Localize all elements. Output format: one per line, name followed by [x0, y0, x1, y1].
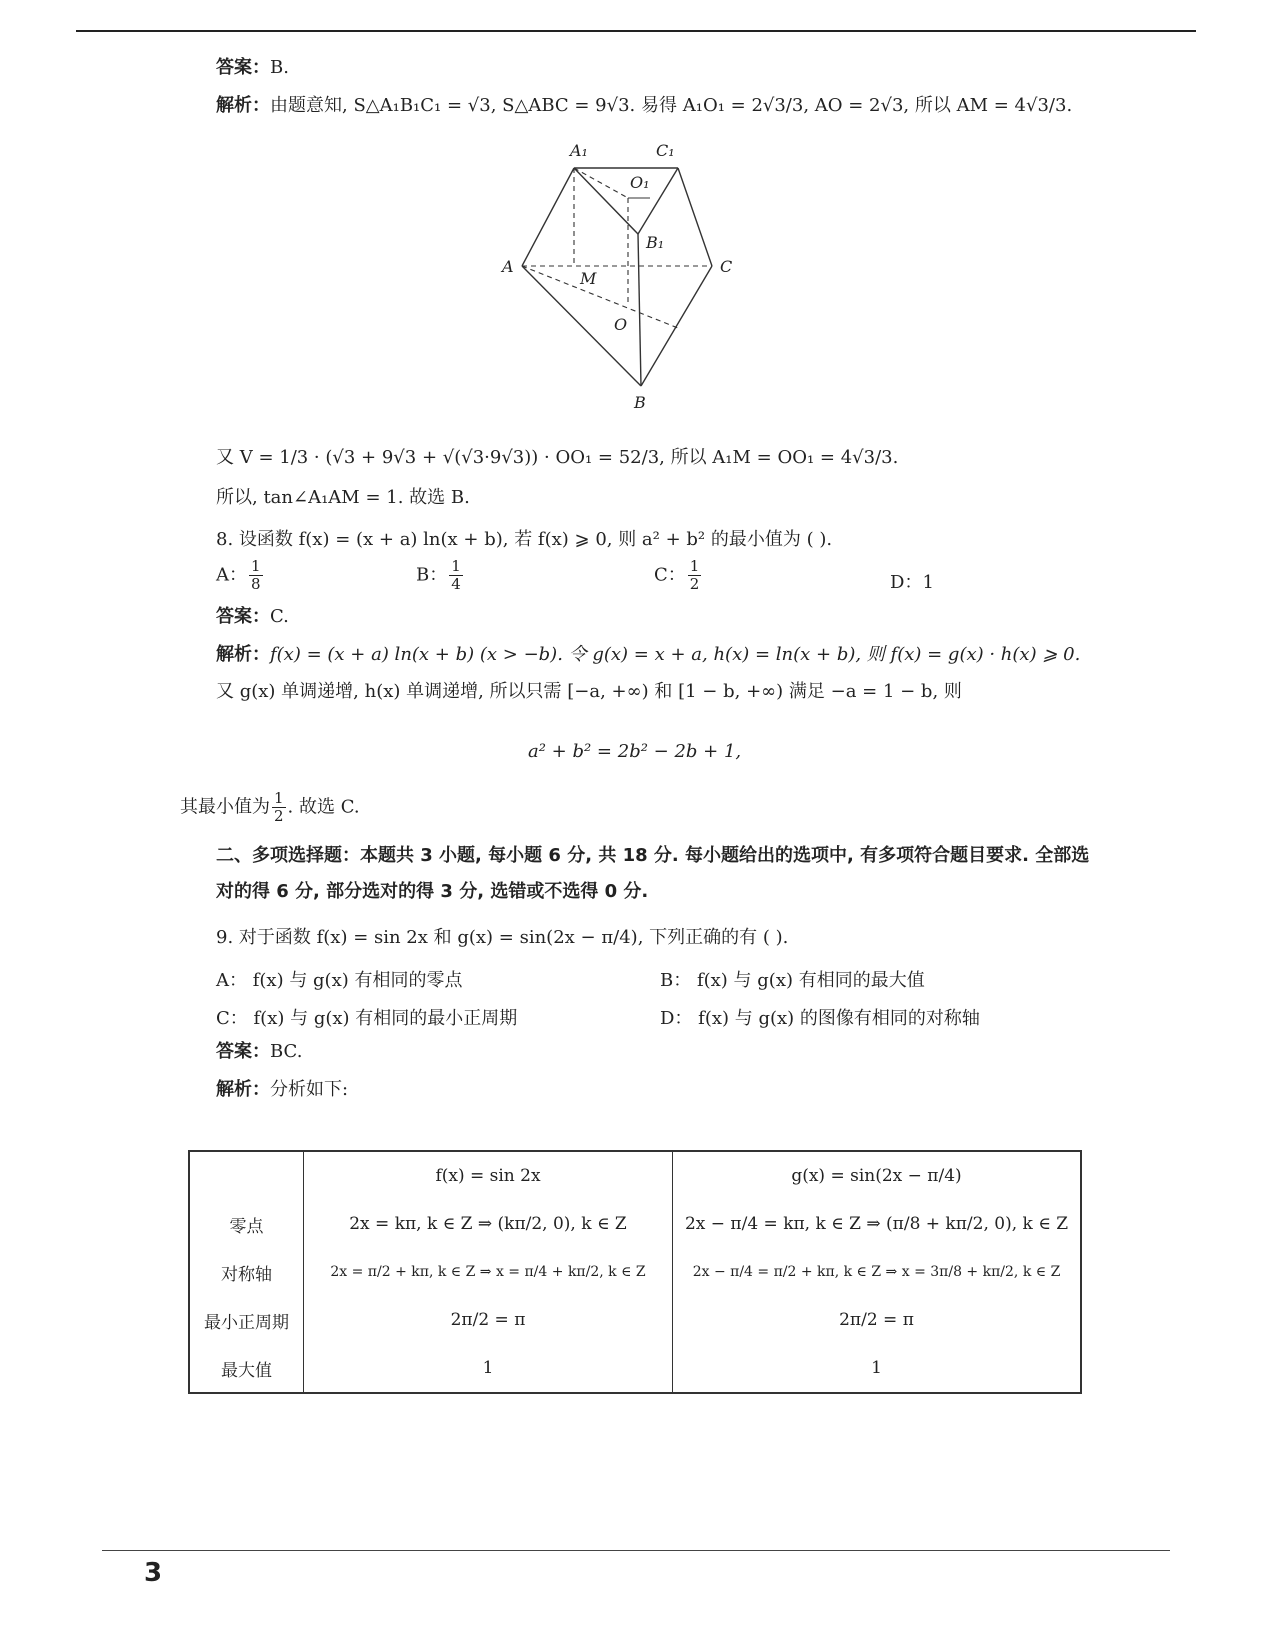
- edge-a1a: [522, 168, 574, 266]
- q8-question: 8. 设函数 f(x) = (x + a) ln(x + b), 若 f(x) ⩾ 0, 则 a² + b² 的最小值为 ( ).: [216, 529, 833, 550]
- bottom-rule: [102, 1550, 1170, 1551]
- analysis-table: [188, 1150, 1082, 1394]
- table-row: [189, 1296, 1081, 1344]
- page-number: 3: [144, 1558, 163, 1588]
- table-cell: 1: [673, 1344, 1082, 1393]
- table-cell: 对称轴: [189, 1248, 304, 1296]
- table-cell: 最大值: [189, 1344, 304, 1393]
- q7-conclusion: 所以, tan∠A₁AM = 1. 故选 B.: [216, 487, 470, 508]
- table-row: [189, 1248, 1081, 1296]
- frac-1-8: $\frac{1}{8}$: [251, 557, 261, 593]
- label-c: C: [720, 257, 733, 276]
- table-header-cell: f(x) = sin 2x: [304, 1151, 673, 1200]
- q8-option-c: C： $\frac{1}{2}$: [654, 557, 700, 593]
- q9-option-b: B： f(x) 与 g(x) 有相同的最大值: [660, 970, 925, 991]
- table-header-cell: [189, 1151, 304, 1200]
- line-ao: [522, 266, 678, 328]
- q7-answer: 答案：B.: [216, 57, 289, 78]
- q8-option-d: D：1: [890, 572, 934, 593]
- q8-analysis: 解析：f(x) = (x + a) ln(x + b) (x > −b). 令 g(x) = x + a, h(x) = ln(x + b), 则 f(x) = g(x) · h(x) ⩾ 0.: [216, 644, 1081, 665]
- table-cell: 2π/2 = π: [673, 1296, 1082, 1344]
- table-cell: 2π/2 = π: [304, 1296, 673, 1344]
- q8-analysis-2: 又 g(x) 单调递增, h(x) 单调递增, 所以只需 [−a, +∞) 和 [1 − b, +∞) 满足 −a = 1 − b, 则: [216, 681, 962, 702]
- label-b: B: [634, 393, 646, 412]
- q7-analysis: 解析：由题意知, S△A₁B₁C₁ = √3, S△ABC = 9√3. 易得 A₁O₁ = 2√3/3, AO = 2√3, 所以 AM = 4√3/3.: [216, 95, 1073, 116]
- table-cell: 2x = kπ, k ∈ Z ⇒ (kπ/2, 0), k ∈ Z: [304, 1200, 673, 1248]
- q7-volume: 又 V = 1/3 · (√3 + 9√3 + √(√3·9√3)) · OO₁ = 52/3, 所以 A₁M = OO₁ = 4√3/3.: [216, 447, 899, 468]
- q9-option-a: A： f(x) 与 g(x) 有相同的零点: [216, 970, 463, 991]
- edge-cb: [641, 266, 712, 386]
- frac-1-2: $\frac{1}{2}$: [689, 557, 700, 593]
- label-o1: O₁: [630, 173, 650, 192]
- q8-conclusion: 其最小值为 $\frac{1}{2}$ . 故选 C.: [180, 789, 360, 825]
- table-header-cell: g(x) = sin(2x − π/4): [673, 1151, 1082, 1200]
- table-cell: 2x − π/4 = kπ, k ∈ Z ⇒ (π/8 + kπ/2, 0), k ∈ Z: [673, 1200, 1082, 1248]
- q9-question: 9. 对于函数 f(x) = sin 2x 和 g(x) = sin(2x − π/4), 下列正确的有 ( ).: [216, 927, 789, 948]
- label-a1: A₁: [570, 141, 588, 160]
- q9-analysis: 解析：分析如下:: [216, 1079, 349, 1100]
- table-cell: 2x = π/2 + kπ, k ∈ Z ⇒ x = π/4 + kπ/2, k ∈ Z: [304, 1248, 673, 1296]
- label-m: M: [580, 269, 597, 288]
- q9-option-c: C： f(x) 与 g(x) 有相同的最小正周期: [216, 1008, 518, 1029]
- label-b1: B₁: [646, 233, 665, 252]
- table-cell: 零点: [189, 1200, 304, 1248]
- q8-option-b: B： $\frac{1}{4}$: [416, 557, 461, 593]
- q8-option-a: A： $\frac{1}{8}$: [216, 557, 261, 593]
- section2-line2: 对的得 6 分, 部分选对的得 3 分, 选错或不选得 0 分.: [216, 881, 649, 902]
- q9-option-d: D： f(x) 与 g(x) 的图像有相同的对称轴: [660, 1008, 980, 1029]
- frustum-figure: [500, 138, 750, 418]
- q8-answer: 答案：C.: [216, 606, 289, 627]
- table-cell: 2x − π/4 = π/2 + kπ, k ∈ Z ⇒ x = 3π/8 + kπ/2, k ∈ Z: [673, 1248, 1082, 1296]
- label-o: O: [614, 315, 628, 334]
- line-a1o1: [574, 168, 628, 198]
- label-c1: C₁: [656, 141, 675, 160]
- edge-b1b: [638, 234, 641, 386]
- q8-equation: a² + b² = 2b² − 2b + 1,: [528, 741, 742, 762]
- table-cell: 1: [304, 1344, 673, 1393]
- q9-answer: 答案：BC.: [216, 1041, 303, 1062]
- frac-1-4: $\frac{1}{4}$: [451, 557, 461, 593]
- table-row: [189, 1344, 1081, 1393]
- frac-conclusion: $\frac{1}{2}$: [274, 789, 284, 825]
- top-rule: [76, 30, 1196, 32]
- table-row: [189, 1200, 1081, 1248]
- edge-c1c: [678, 168, 712, 266]
- table-header-row: [189, 1151, 1081, 1200]
- label-a: A: [502, 257, 514, 276]
- table-cell: 最小正周期: [189, 1296, 304, 1344]
- section2-line1: 二、多项选择题：本题共 3 小题, 每小题 6 分, 共 18 分. 每小题给出的选项中, 有多项符合题目要求. 全部选: [216, 845, 1090, 866]
